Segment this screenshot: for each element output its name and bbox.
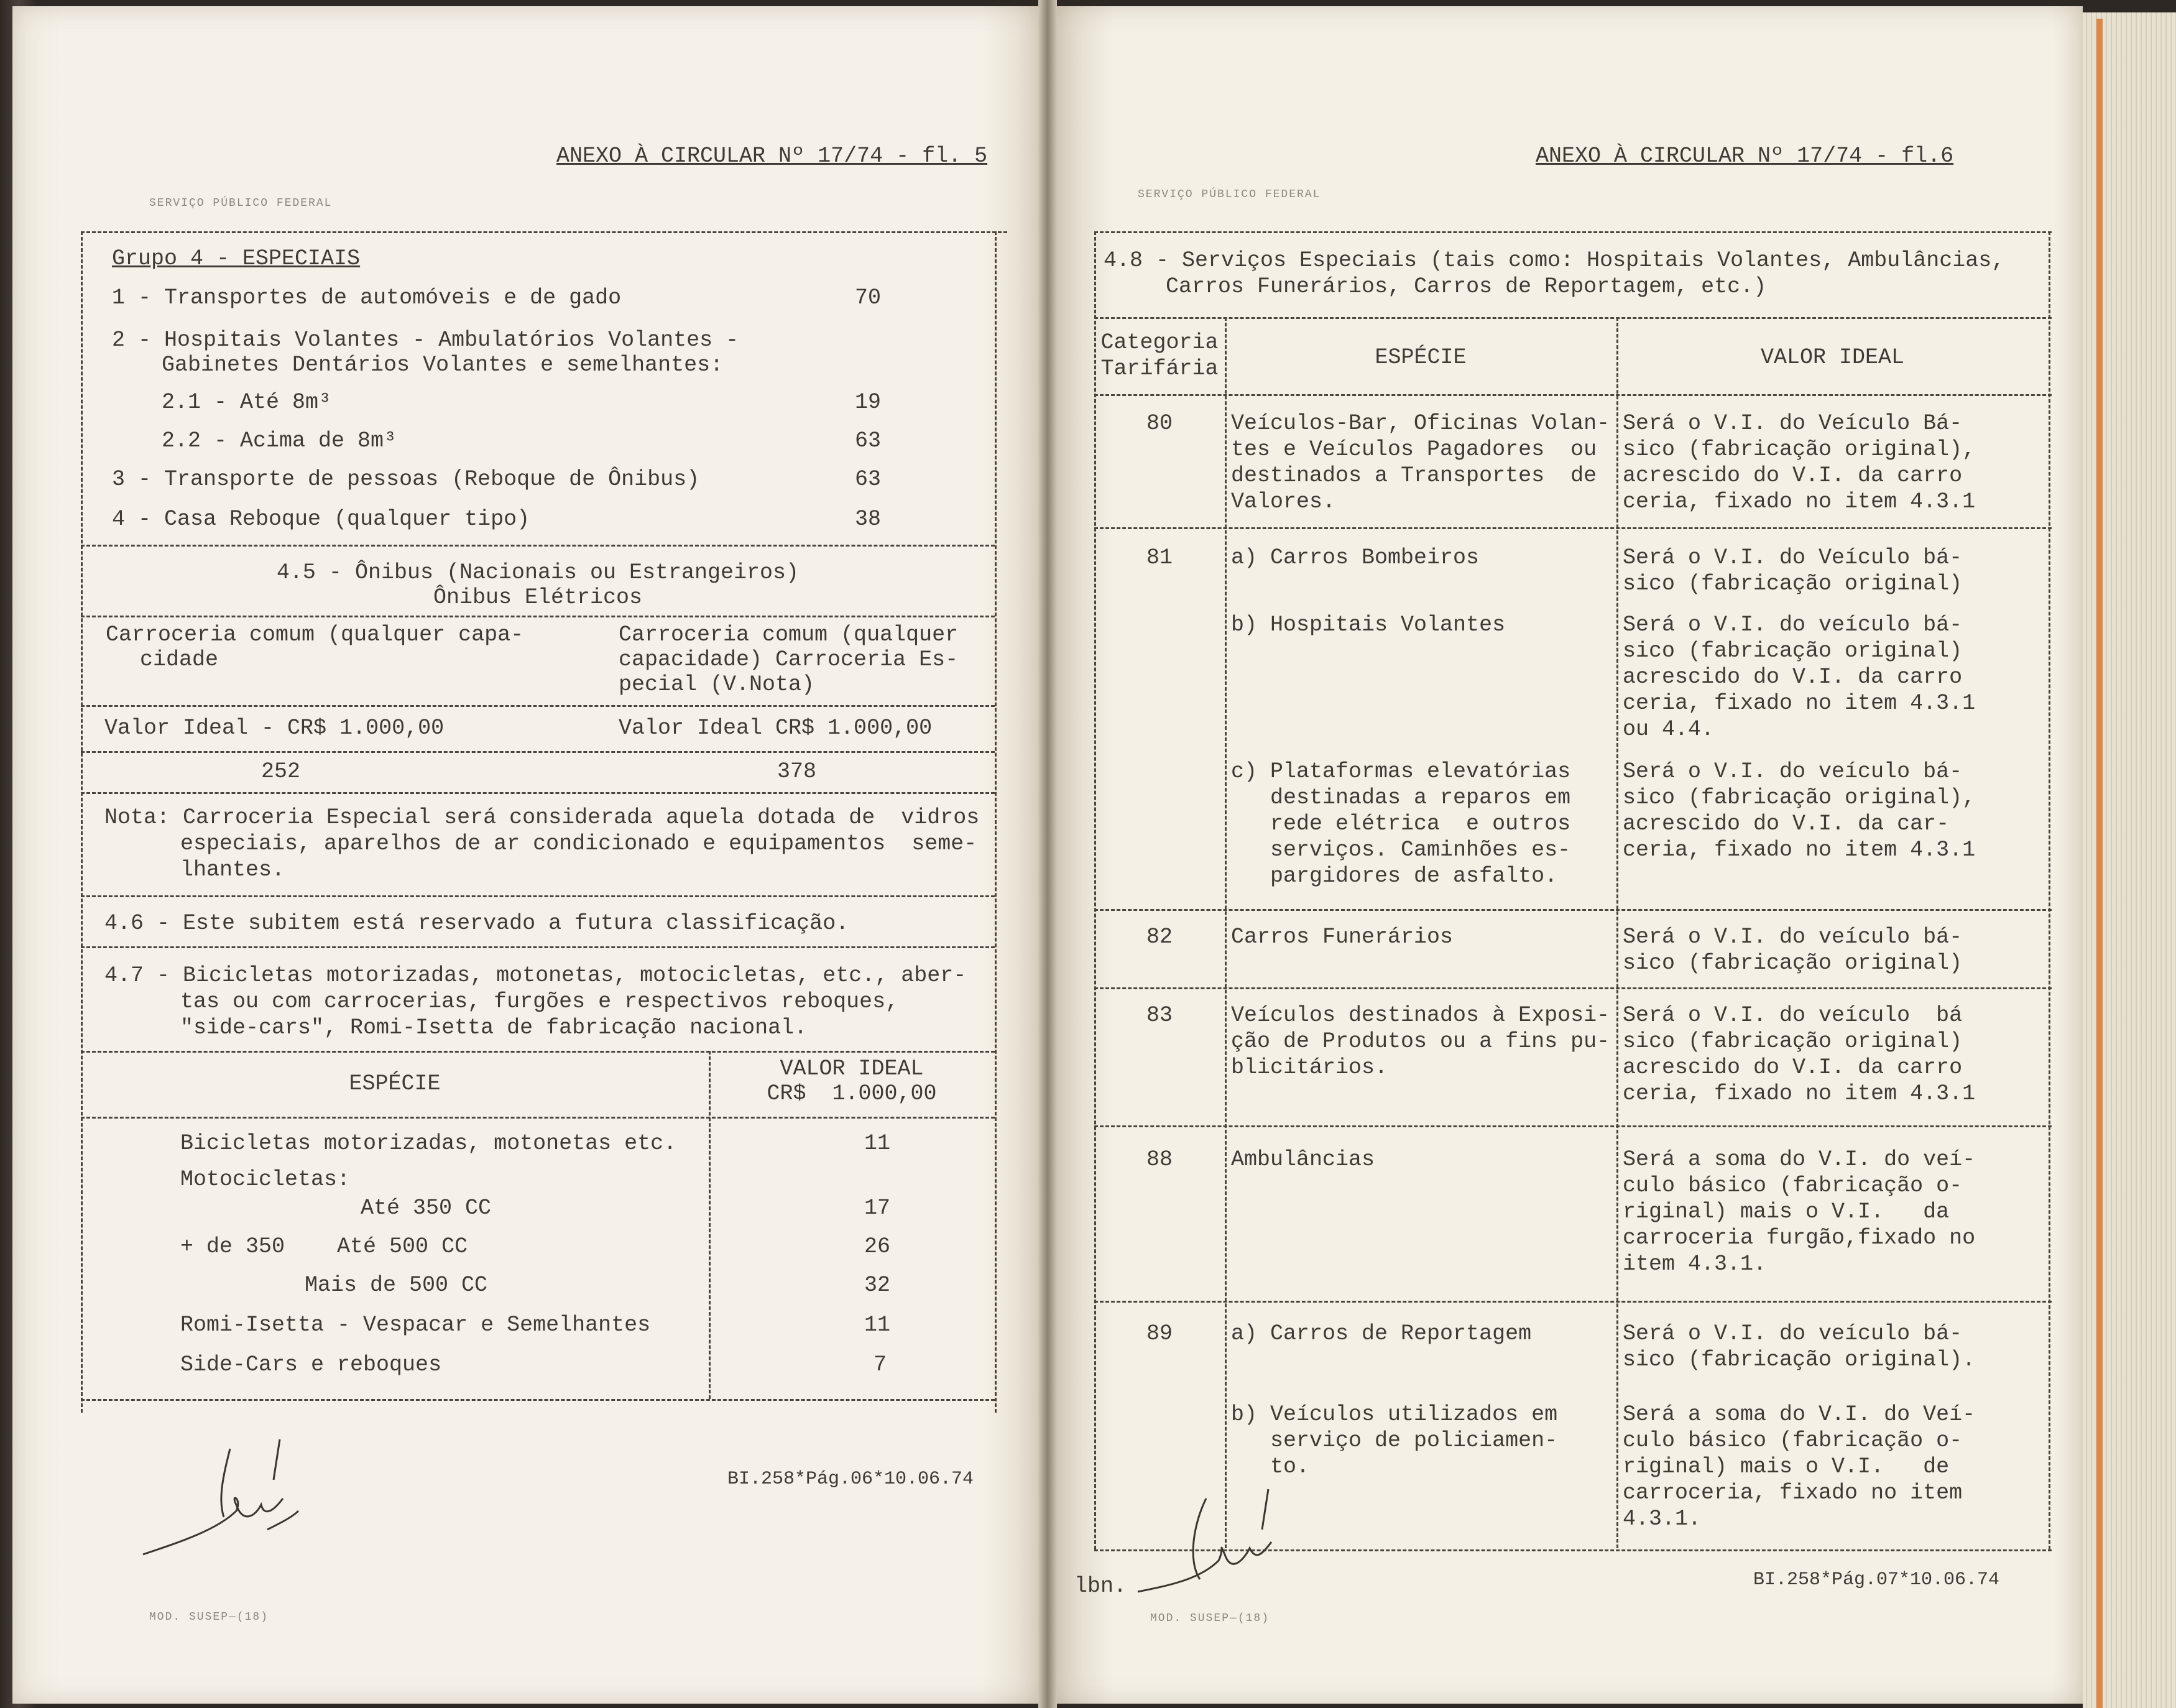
- moto-value: 11: [864, 1313, 891, 1337]
- row-category: 88: [1146, 1147, 1173, 1172]
- item-text: 2 - Hospitais Volantes - Ambulatórios Volantes -: [112, 328, 739, 353]
- row-category: 81: [1146, 545, 1173, 570]
- item-text: 2.1 - Até 8m³: [162, 390, 332, 415]
- rule: [81, 545, 995, 547]
- left-service-label: SERVIÇO PÚBLICO FEDERAL: [149, 197, 333, 210]
- row-valor: Será o V.I. do veículo bá-: [1623, 612, 1963, 637]
- value-b: 378: [777, 759, 817, 784]
- moto-row: + de 350 Até 500 CC: [180, 1234, 468, 1259]
- moto-value: 17: [864, 1196, 891, 1221]
- row-valor: ceria, fixado no item 4.3.1: [1623, 1081, 1976, 1106]
- rule: [81, 1399, 995, 1401]
- moto-value: 11: [864, 1131, 891, 1156]
- item-value: 19: [855, 390, 882, 415]
- row-especie: Carros Funerários: [1231, 925, 1454, 949]
- row-valor: acrescido do V.I. da carro: [1623, 463, 1963, 488]
- form-code: MOD. SUSEP—(18): [1150, 1612, 1270, 1625]
- moto-value: 26: [864, 1234, 891, 1259]
- col2-header: Carroceria comum (qualquer: [619, 622, 959, 647]
- rule: [1094, 1301, 2052, 1303]
- row-valor: culo básico (fabricação o-: [1623, 1173, 1963, 1198]
- table-header-valor: VALOR IDEAL: [1760, 345, 1905, 370]
- row-valor: sico (fabricação original): [1623, 951, 1963, 976]
- row-especie: rede elétrica e outros: [1231, 811, 1571, 836]
- rule: [1094, 317, 2052, 319]
- moto-value: 32: [864, 1273, 891, 1298]
- rule: [81, 1117, 995, 1119]
- note-line: lhantes.: [180, 857, 285, 882]
- section-4-8: 4.8 - Serviços Especiais (tais como: Hospitais Volantes, Ambulâncias,: [1104, 248, 2005, 273]
- rule: [81, 946, 995, 948]
- row-valor: ou 4.4.: [1623, 717, 1715, 742]
- row-especie: serviços. Caminhões es-: [1231, 838, 1571, 862]
- section-4-7: tas ou com carrocerias, furgões e respectivos reboques,: [180, 989, 899, 1014]
- row-valor: Será o V.I. do Veículo Bá-: [1623, 411, 1963, 436]
- row-valor: Será o V.I. do Veículo bá-: [1623, 545, 1963, 570]
- table-header-valor: VALOR IDEAL: [780, 1056, 924, 1081]
- item-value: 63: [855, 467, 882, 492]
- table-header-categoria: Categoria: [1100, 330, 1219, 355]
- moto-row: Romi-Isetta - Vespacar e Semelhantes: [180, 1313, 651, 1337]
- item-text: 4 - Casa Reboque (qualquer tipo): [112, 507, 530, 532]
- group-title: Grupo 4 - ESPECIAIS: [112, 246, 361, 271]
- item-text: 3 - Transporte de pessoas (Reboque de Ônibus): [112, 467, 700, 492]
- row-especie: b) Hospitais Volantes: [1231, 612, 1506, 637]
- book-gutter: [1038, 0, 1057, 1708]
- row-especie: destinadas a reparos em: [1231, 785, 1571, 810]
- row-valor: ceria, fixado no item 4.3.1: [1623, 838, 1976, 862]
- row-especie: destinados a Transportes de: [1231, 463, 1597, 488]
- item-value: 63: [855, 428, 882, 453]
- row-valor: sico (fabricação original),: [1623, 785, 1976, 810]
- col1-header: Carroceria comum (qualquer capa-: [106, 622, 524, 647]
- left-page: [12, 6, 1038, 1704]
- row-especie: b) Veículos utilizados em: [1231, 1402, 1558, 1427]
- rule: [1094, 527, 2052, 529]
- row-especie: c) Plataformas elevatórias: [1231, 759, 1571, 784]
- table-header-especie: ESPÉCIE: [1375, 345, 1467, 370]
- valor-ideal-1: Valor Ideal - CR$ 1.000,00: [104, 716, 445, 741]
- section-4-7: "side-cars", Romi-Isetta de fabricação nacional.: [180, 1015, 808, 1040]
- row-valor: Será o V.I. do veículo bá: [1623, 1003, 1963, 1028]
- row-especie: pargidores de asfalto.: [1231, 864, 1558, 889]
- row-valor: acrescido do V.I. da carro: [1623, 665, 1963, 690]
- table-header-categoria: Tarifária: [1100, 356, 1219, 381]
- rule: [1094, 1125, 2052, 1127]
- row-valor: acrescido do V.I. da car-: [1623, 811, 1950, 836]
- item-value: 70: [855, 285, 882, 310]
- moto-row: Motocicletas:: [180, 1167, 351, 1192]
- rule: [81, 231, 1007, 233]
- form-code: MOD. SUSEP—(18): [149, 1611, 269, 1623]
- table-header-especie: ESPÉCIE: [349, 1071, 441, 1096]
- signature: [1113, 1486, 1318, 1610]
- rule: [1094, 987, 2052, 989]
- table-header-valor: CR$ 1.000,00: [767, 1081, 937, 1106]
- col1-header: cidade: [140, 647, 219, 672]
- col2-header: capacidade) Carroceria Es-: [619, 647, 959, 672]
- row-category: 80: [1146, 411, 1173, 436]
- row-valor: ceria, fixado no item 4.3.1: [1623, 489, 1976, 514]
- row-valor: 4.3.1.: [1623, 1507, 1702, 1531]
- signature: [131, 1436, 330, 1567]
- col2-header: pecial (V.Nota): [619, 672, 815, 697]
- onibus-title: 4.5 - Ônibus (Nacionais ou Estrangeiros): [276, 560, 800, 585]
- row-valor: Será o V.I. do veículo bá-: [1623, 925, 1963, 949]
- row-valor: sico (fabricação original): [1623, 571, 1963, 596]
- rule: [1094, 394, 2052, 396]
- row-valor: carroceria furgão,fixado no: [1623, 1226, 1976, 1250]
- rule: [1225, 317, 1227, 1548]
- rule: [1616, 317, 1618, 1548]
- valor-ideal-2: Valor Ideal CR$ 1.000,00: [619, 716, 933, 741]
- row-valor: ceria, fixado no item 4.3.1: [1623, 691, 1976, 716]
- row-category: 83: [1146, 1003, 1173, 1028]
- row-valor: culo básico (fabricação o-: [1623, 1428, 1963, 1453]
- bookmark-edge: [2096, 19, 2103, 1708]
- moto-row: Bicicletas motorizadas, motonetas etc.: [180, 1131, 677, 1156]
- page-footer: BI.258*Pág.07*10.06.74: [1753, 1569, 2000, 1590]
- note-line: Nota: Carroceria Especial será considerada aquela dotada de vidros: [104, 805, 980, 830]
- page-footer: BI.258*Pág.06*10.06.74: [727, 1469, 974, 1490]
- rule: [81, 751, 995, 753]
- onibus-subtitle: Ônibus Elétricos: [433, 585, 643, 610]
- row-valor: sico (fabricação original),: [1623, 437, 1976, 462]
- item-value: 38: [855, 507, 882, 532]
- row-especie: serviço de policiamen-: [1231, 1428, 1558, 1453]
- row-valor: sico (fabricação original): [1623, 1029, 1963, 1054]
- row-especie: tes e Veículos Pagadores ou: [1231, 437, 1597, 462]
- row-valor: Será o V.I. do veículo bá-: [1623, 1321, 1963, 1346]
- right-header: ANEXO À CIRCULAR Nº 17/74 - fl.6: [1536, 144, 1954, 168]
- section-4-8: Carros Funerários, Carros de Reportagem, etc.): [1166, 274, 1767, 299]
- moto-row: Side-Cars e reboques: [180, 1352, 442, 1377]
- rule: [81, 895, 995, 897]
- rule: [81, 616, 995, 617]
- rule: [81, 792, 995, 794]
- right-page: [1057, 6, 2083, 1704]
- value-a: 252: [261, 759, 301, 784]
- rule: [2049, 231, 2050, 1549]
- item-text: Gabinetes Dentários Volantes e semelhantes:: [162, 353, 724, 377]
- row-especie: Veículos-Bar, Oficinas Volan-: [1231, 411, 1610, 436]
- rule: [1094, 231, 2052, 233]
- row-valor: sico (fabricação original).: [1623, 1347, 1976, 1372]
- left-header: ANEXO À CIRCULAR Nº 17/74 - fl. 5: [556, 144, 988, 168]
- row-especie: Ambulâncias: [1231, 1147, 1375, 1172]
- item-text: 2.2 - Acima de 8m³: [162, 428, 397, 453]
- row-especie: a) Carros de Reportagem: [1231, 1321, 1532, 1346]
- moto-value: 7: [874, 1352, 887, 1377]
- rule: [81, 231, 83, 1413]
- row-valor: sico (fabricação original): [1623, 639, 1963, 663]
- right-service-label: SERVIÇO PÚBLICO FEDERAL: [1138, 188, 1321, 201]
- row-valor: Será a soma do V.I. do veí-: [1623, 1147, 1976, 1172]
- row-especie: to.: [1231, 1454, 1310, 1479]
- section-4-7: 4.7 - Bicicletas motorizadas, motonetas, motocicletas, etc., aber-: [104, 963, 967, 988]
- row-valor: riginal) mais o V.I. da: [1623, 1199, 1950, 1224]
- row-especie: ção de Produtos ou a fins pu-: [1231, 1029, 1610, 1054]
- moto-row: Até 350 CC: [361, 1196, 492, 1221]
- row-especie: Veículos destinados à Exposi-: [1231, 1003, 1610, 1028]
- row-valor: riginal) mais o V.I. de: [1623, 1454, 1950, 1479]
- row-especie: a) Carros Bombeiros: [1231, 545, 1480, 570]
- row-especie: blicitários.: [1231, 1055, 1388, 1080]
- row-valor: item 4.3.1.: [1623, 1252, 1767, 1276]
- rule: [81, 705, 995, 707]
- rule: [1094, 909, 2052, 911]
- moto-row: Mais de 500 CC: [305, 1273, 488, 1298]
- row-valor: Será a soma do V.I. do Veí-: [1623, 1402, 1976, 1427]
- row-valor: Será o V.I. do veículo bá-: [1623, 759, 1963, 784]
- rule: [81, 1051, 995, 1053]
- row-especie: Valores.: [1231, 489, 1336, 514]
- row-valor: acrescido do V.I. da carro: [1623, 1055, 1963, 1080]
- initials: lbn.: [1074, 1574, 1127, 1599]
- section-4-6: 4.6 - Este subitem está reservado a futura classificação.: [104, 911, 849, 936]
- note-line: especiais, aparelhos de ar condicionado e equipamentos seme-: [180, 831, 977, 856]
- row-category: 89: [1146, 1321, 1173, 1346]
- row-valor: carroceria, fixado no item: [1623, 1480, 1963, 1505]
- row-category: 82: [1146, 925, 1173, 949]
- rule: [995, 231, 997, 1413]
- item-text: 1 - Transportes de automóveis e de gado: [112, 285, 622, 310]
